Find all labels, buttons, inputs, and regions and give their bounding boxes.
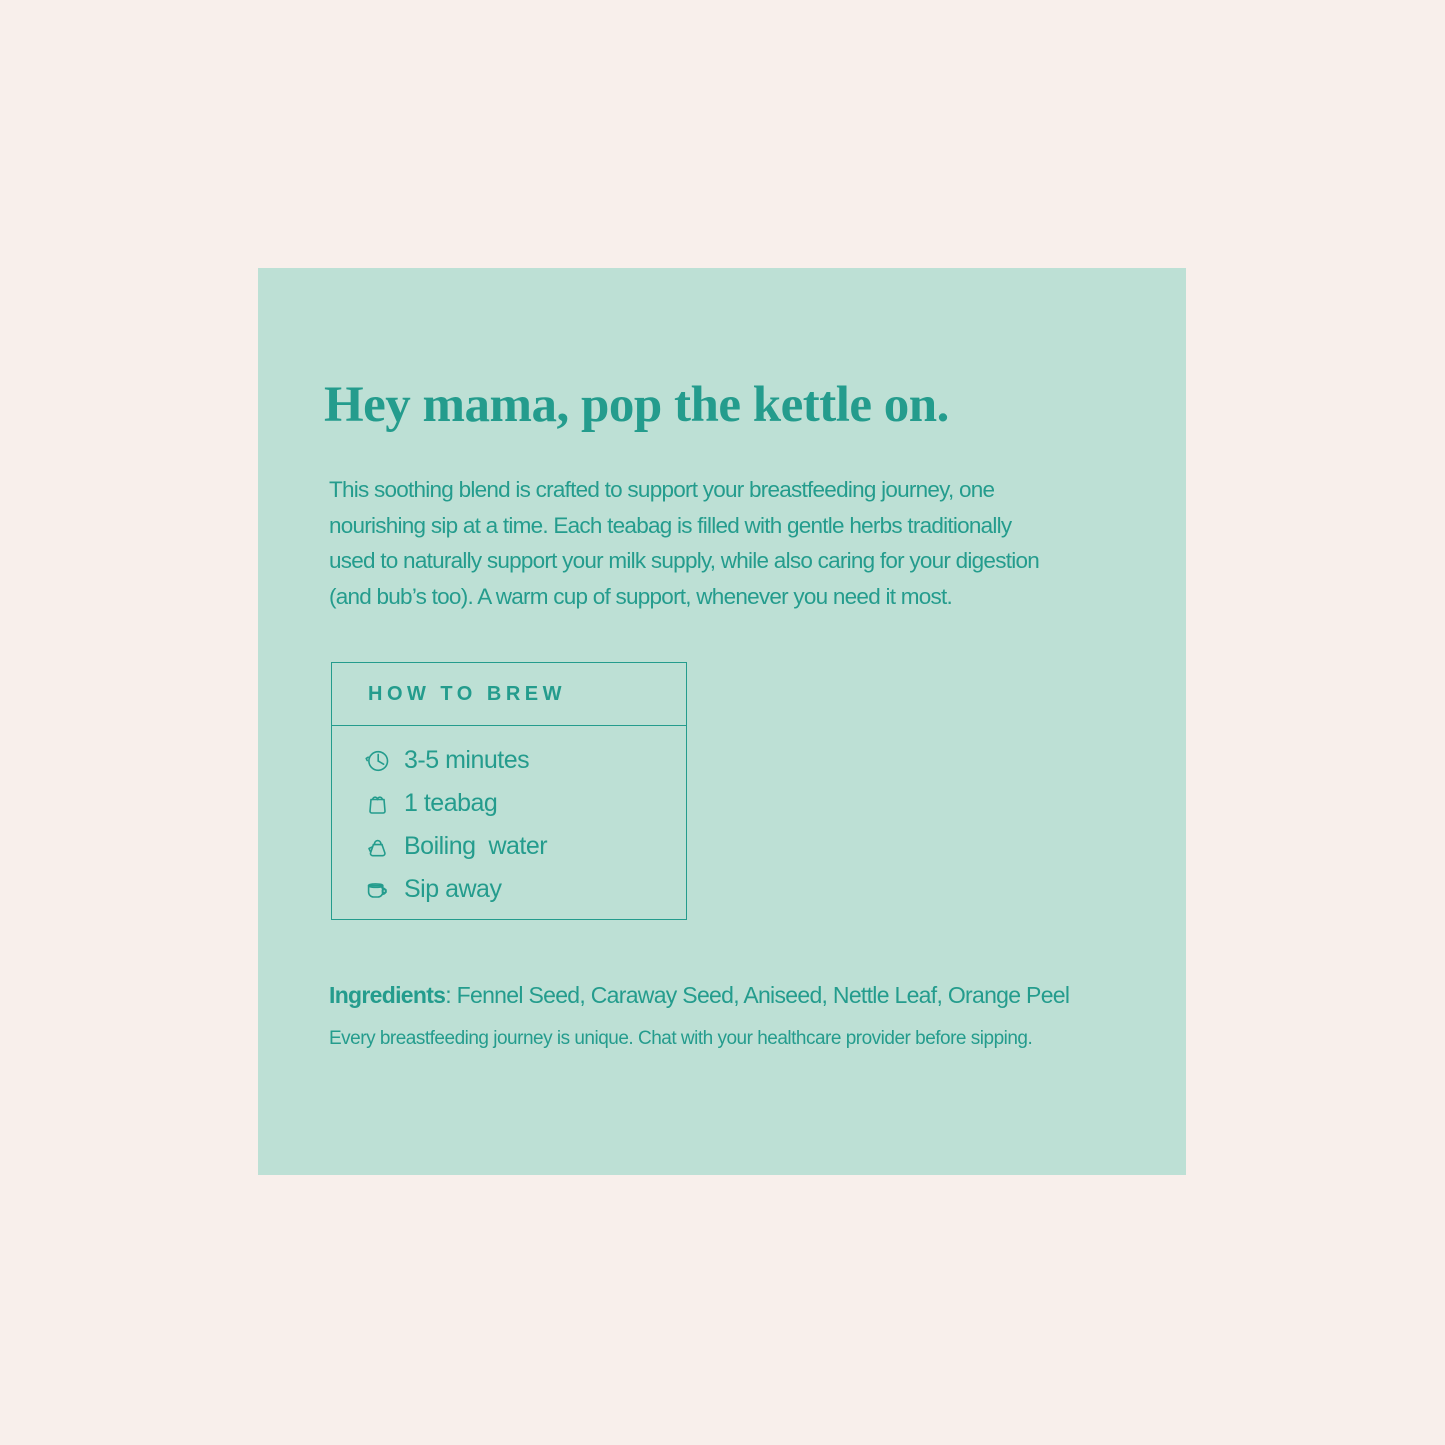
how-to-brew-list xyxy=(332,726,686,911)
product-label-card xyxy=(258,268,1186,1175)
disclaimer-text: Every breastfeeding journey is unique. Chat with your healthcare provider before sipping. xyxy=(329,1028,1033,1049)
ingredients-value: : Fennel Seed, Caraway Seed, Aniseed, Nettle Leaf, Orange Peel xyxy=(445,982,1070,1008)
how-to-brew-box xyxy=(331,662,687,920)
ingredients-label: Ingredients xyxy=(329,982,446,1008)
teabag-icon xyxy=(364,790,391,817)
intro-paragraph xyxy=(329,472,1039,614)
brew-step-teabag xyxy=(364,782,686,825)
timer-icon xyxy=(364,747,391,774)
ingredients-line xyxy=(329,982,1069,1009)
cup-icon xyxy=(364,876,391,903)
brew-step-label: 1 teabag xyxy=(404,789,498,817)
brew-step-sip xyxy=(364,868,686,911)
brew-step-label: Sip away xyxy=(404,875,502,903)
intro-line: used to naturally support your milk supply, while also caring for your digestion xyxy=(329,548,1039,574)
brew-step-label: Boiling water xyxy=(404,832,548,860)
page-title: Hey mama, pop the kettle on. xyxy=(324,377,949,433)
intro-line: This soothing blend is crafted to support your breastfeeding journey, one xyxy=(329,477,995,502)
how-to-brew-title: HOW TO BREW xyxy=(368,682,567,705)
brew-step-time xyxy=(364,739,686,782)
intro-line: (and bub’s too). A warm cup of support, whenever you need it most. xyxy=(329,583,952,609)
how-to-brew-header xyxy=(332,663,686,726)
kettle-icon xyxy=(364,833,391,860)
brew-step-water xyxy=(364,825,686,868)
brew-step-label: 3-5 minutes xyxy=(404,746,530,774)
intro-line: nourishing sip at a time. Each teabag is filled with gentle herbs traditionally xyxy=(329,512,1012,538)
